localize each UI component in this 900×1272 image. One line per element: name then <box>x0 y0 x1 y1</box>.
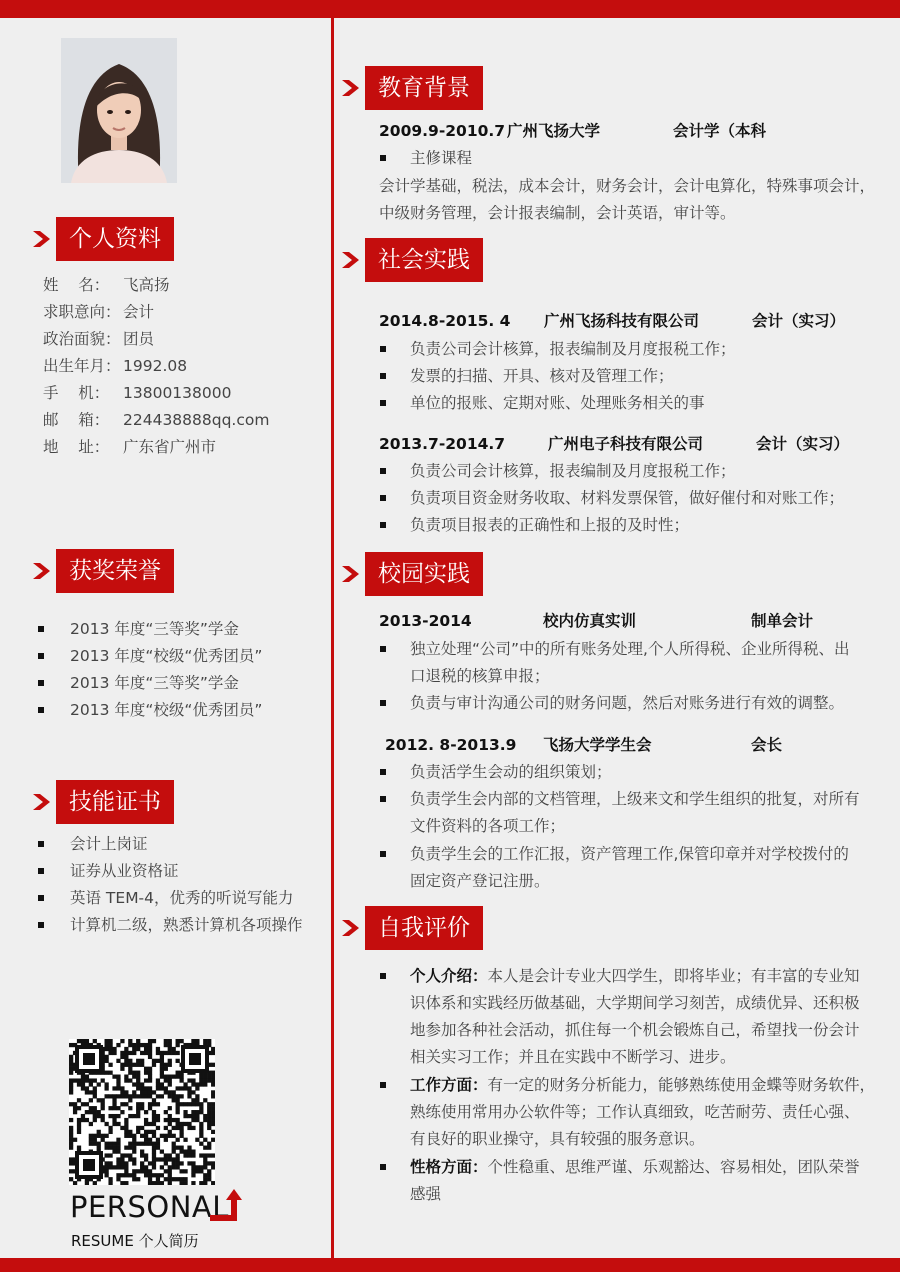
campus-duty: 独立处理“公司”中的所有账务处理,个人所得税、企业所得税、出 <box>410 640 850 658</box>
bullet-icon <box>380 468 386 474</box>
award-item: 2013 年度“三等奖”学金 <box>70 674 239 692</box>
campus-period: 2012. 8-2013.9 <box>385 736 517 754</box>
campus-duty-cont: 口退税的核算申报； <box>410 667 550 685</box>
bullet-icon <box>38 626 44 632</box>
bullet-icon <box>38 895 44 901</box>
profile-row-politics: 政治面貌： 团员 <box>43 330 155 348</box>
job-company: 广州电子科技有限公司 <box>548 435 704 453</box>
corner-arrow-icon <box>206 1186 244 1222</box>
skill-item: 会计上岗证 <box>70 835 148 853</box>
award-item: 2013 年度“校级“优秀团员” <box>70 647 263 665</box>
eval-work-cont: 有良好的职业操守，具有较强的服务意识。 <box>410 1130 705 1148</box>
section-title: 社会实践 <box>365 238 483 282</box>
campus-period: 2013-2014 <box>379 612 472 630</box>
section-title: 个人资料 <box>56 217 174 261</box>
brand-personal: PERSONAL <box>70 1190 229 1224</box>
campus-org: 校内仿真实训 <box>543 612 637 630</box>
skill-item: 证券从业资格证 <box>70 862 179 880</box>
bullet-icon <box>380 851 386 857</box>
bullet-icon <box>380 646 386 652</box>
bullet-icon <box>380 522 386 528</box>
job-role: 会计（实习） <box>752 312 846 330</box>
profile-photo <box>61 38 177 183</box>
chevron-right-icon <box>340 917 362 939</box>
campus-duty-cont: 固定资产登记注册。 <box>410 872 550 890</box>
award-item: 2013 年度“校级“优秀团员” <box>70 701 263 719</box>
eval-intro-cont: 相关实习工作；并且在实践中不断学习、进步。 <box>410 1048 736 1066</box>
bullet-icon <box>38 841 44 847</box>
job-role: 会计（实习） <box>756 435 850 453</box>
chevron-right-icon <box>31 791 53 813</box>
campus-role: 制单会计 <box>751 612 814 630</box>
education-school: 广州飞扬大学 <box>507 122 601 140</box>
bullet-icon <box>380 346 386 352</box>
job-duty: 负责公司会计核算，报表编制及月度报税工作； <box>410 462 736 480</box>
campus-duty: 负责活学生会动的组织策划； <box>410 763 612 781</box>
chevron-right-icon <box>340 77 362 99</box>
skill-item: 英语 TEM-4，优秀的听说写能力 <box>70 889 294 907</box>
campus-role: 会长 <box>751 736 783 754</box>
campus-duty: 负责学生会内部的文档管理，上级来文和学生组织的批复，对所有 <box>410 790 860 808</box>
eval-character: 性格方面：个性稳重、思维严谨、乐观豁达、容易相处，团队荣誉 <box>410 1158 860 1176</box>
qr-code-icon <box>69 1039 215 1185</box>
bullet-icon <box>380 1164 386 1170</box>
course-title: 主修课程 <box>410 149 473 167</box>
profile-row-phone: 手 机： 13800138000 <box>43 384 232 402</box>
section-title: 技能证书 <box>56 780 174 824</box>
section-title: 获奖荣誉 <box>56 549 174 593</box>
chevron-right-icon <box>31 560 53 582</box>
eval-intro: 个人介绍：本人是会计专业大四学生，即将毕业；有丰富的专业知 <box>410 967 860 985</box>
eval-work: 工作方面：有一定的财务分析能力，能够熟练使用金蝶等财务软件， <box>410 1076 876 1094</box>
column-divider <box>331 18 334 1258</box>
bullet-icon <box>380 400 386 406</box>
chevron-right-icon <box>340 563 362 585</box>
bullet-icon <box>38 868 44 874</box>
campus-duty-cont: 文件资料的各项工作； <box>410 817 566 835</box>
bullet-icon <box>380 700 386 706</box>
job-period: 2014.8-2015. 4 <box>379 312 511 330</box>
bullet-icon <box>380 769 386 775</box>
bullet-icon <box>38 922 44 928</box>
course-list-line: 中级财务管理，会计报表编制，会计英语，审计等。 <box>379 204 736 222</box>
bullet-icon <box>380 495 386 501</box>
campus-duty: 负责与审计沟通公司的财务问题，然后对账务进行有效的调整。 <box>410 694 845 712</box>
job-duty: 单位的报账、定期对账、处理账务相关的事 <box>410 394 705 412</box>
bottom-accent-bar <box>0 1258 900 1272</box>
bullet-icon <box>380 373 386 379</box>
eval-character-cont: 感强 <box>410 1185 442 1203</box>
bullet-icon <box>38 707 44 713</box>
eval-intro-cont: 地参加各种社会活动，抓住每一个机会锻炼自己，希望找一份会计 <box>410 1021 860 1039</box>
profile-row-birth: 出生年月： 1992.08 <box>43 357 188 375</box>
chevron-right-icon <box>31 228 53 250</box>
eval-intro-cont: 识体系和实践经历做基础，大学期间学习刻苦，成绩优异、还积极 <box>410 994 860 1012</box>
section-title: 自我评价 <box>365 906 483 950</box>
section-title: 校园实践 <box>365 552 483 596</box>
bullet-icon <box>38 653 44 659</box>
bullet-icon <box>380 796 386 802</box>
profile-row-job: 求职意向： 会计 <box>43 303 155 321</box>
course-list-line: 会计学基础，税法，成本会计，财务会计，会计电算化，特殊事项会计， <box>379 177 876 195</box>
education-period: 2009.9-2010.7 <box>379 122 506 140</box>
education-major: 会计学（本科 <box>673 122 767 140</box>
eval-work-cont: 熟练使用常用办公软件等；工作认真细致，吃苦耐劳、责任心强、 <box>410 1103 860 1121</box>
brand-resume: RESUME 个人简历 <box>71 1232 199 1250</box>
section-title: 教育背景 <box>365 66 483 110</box>
chevron-right-icon <box>340 249 362 271</box>
job-duty: 发票的扫描、开具、核对及管理工作； <box>410 367 674 385</box>
bullet-icon <box>380 973 386 979</box>
profile-row-name: 姓 名： 飞高扬 <box>43 276 170 294</box>
bullet-icon <box>38 680 44 686</box>
award-item: 2013 年度“三等奖”学金 <box>70 620 239 638</box>
profile-row-address: 地 址： 广东省广州市 <box>43 438 217 456</box>
job-period: 2013.7-2014.7 <box>379 435 506 453</box>
job-duty: 负责项目资金财务收取、材料发票保管，做好催付和对账工作； <box>410 489 845 507</box>
job-duty: 负责项目报表的正确性和上报的及时性； <box>410 516 690 534</box>
skill-item: 计算机二级，熟悉计算机各项操作 <box>70 916 303 934</box>
job-company: 广州飞扬科技有限公司 <box>544 312 700 330</box>
bullet-icon <box>380 155 386 161</box>
top-accent-bar <box>0 0 900 18</box>
campus-org: 飞扬大学学生会 <box>543 736 652 754</box>
campus-duty: 负责学生会的工作汇报，资产管理工作,保管印章并对学校拨付的 <box>410 845 849 863</box>
profile-row-email: 邮 箱： 224438888qq.com <box>43 411 270 429</box>
bullet-icon <box>380 1082 386 1088</box>
job-duty: 负责公司会计核算，报表编制及月度报税工作； <box>410 340 736 358</box>
